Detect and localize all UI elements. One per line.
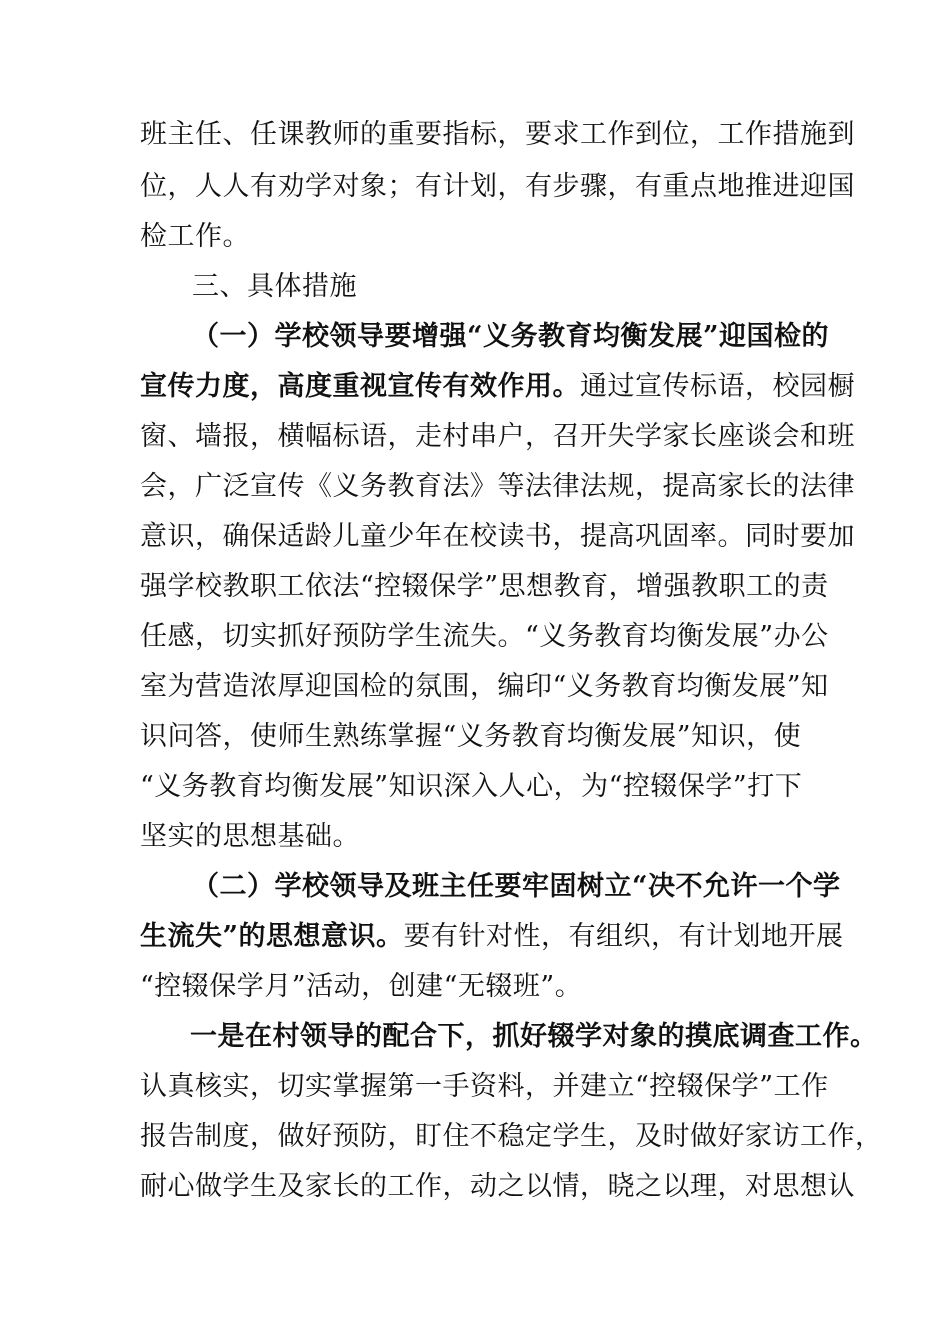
subheading-line: （一）学校领导要增强“义务教育均衡发展”迎国检的	[192, 321, 830, 352]
body-text-line: “义务教育均衡发展”知识深入人心，为“控辍保学”打下	[140, 771, 803, 802]
body-text-line: 会，广泛宣传《义务教育法》等法律法规，提高家长的法律	[140, 471, 855, 502]
body-text-line: 识问答，使师生熟练掌握“义务教育均衡发展”知识，使	[140, 721, 802, 752]
body-text-line: “控辍保学月”活动，创建“无辍班”。	[140, 971, 583, 1002]
mixed-text-line	[140, 362, 855, 411]
subheading-line: 一是在村领导的配合下，抓好辍学对象的摸底调查工作。	[190, 1021, 878, 1052]
section-heading: 三、具体措施	[192, 271, 357, 302]
mixed-text-line	[140, 912, 844, 961]
body-text-line: 检工作。	[140, 221, 250, 252]
subheading-text: 宣传力度，高度重视宣传有效作用。	[140, 371, 580, 402]
body-text-line: 室为营造浓厚迎国检的氛围，编印“义务教育均衡发展”知	[140, 671, 829, 702]
body-text-line: 任感，切实抓好预防学生流失。“义务教育均衡发展”办公	[140, 621, 829, 652]
body-text-line: 窗、墙报，横幅标语，走村串户，召开失学家长座谈会和班	[140, 421, 855, 452]
body-text: 通过宣传标语，校园橱	[580, 371, 855, 402]
body-text: 要有针对性，有组织，有计划地开展	[403, 921, 844, 952]
body-text-line: 强学校教职工依法“控辍保学”思想教育，增强教职工的责	[140, 571, 829, 602]
body-text-line: 位，人人有劝学对象；有计划，有步骤，有重点地推进迎国	[140, 171, 855, 202]
body-text-line: 意识，确保适龄儿童少年在校读书，提高巩固率。同时要加	[140, 521, 855, 552]
subheading-line: （二）学校领导及班主任要牢固树立“决不允许一个学	[192, 871, 841, 902]
body-text-line: 报告制度，做好预防，盯住不稳定学生，及时做好家访工作，	[140, 1121, 883, 1152]
body-text-line: 坚实的思想基础。	[140, 821, 360, 852]
body-text-line: 认真核实，切实掌握第一手资料，并建立“控辍保学”工作	[140, 1071, 829, 1102]
subheading-text: 生流失”的思想意识。	[140, 921, 404, 952]
body-text-line: 班主任、任课教师的重要指标，要求工作到位，工作措施到	[140, 119, 855, 150]
body-text-line: 耐心做学生及家长的工作，动之以情，晓之以理，对思想认	[140, 1171, 855, 1202]
